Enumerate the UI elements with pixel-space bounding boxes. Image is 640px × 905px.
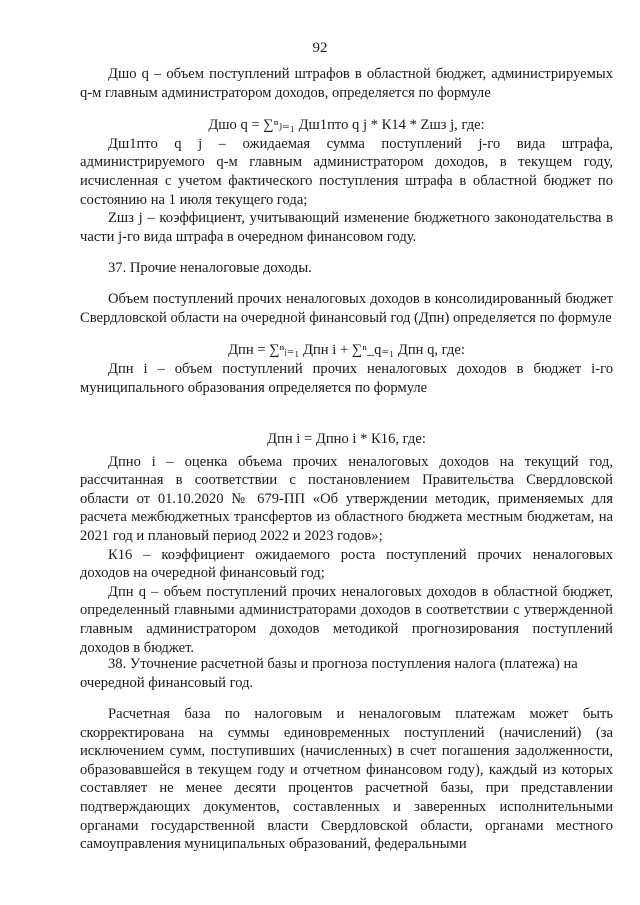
text-block-1 <box>80 65 613 246</box>
text-block-7 <box>80 705 613 854</box>
page-number: 92 <box>312 40 328 56</box>
paragraph-dsho-definition: Дшо q – объем поступлений штрафов в областной бюджет, администрируемых q-м главным администратором доходов, определяется по формуле <box>80 66 613 101</box>
text-block-2 <box>80 259 613 278</box>
text-block-4 <box>80 360 613 397</box>
formula-dpn: Дпн = ∑ⁿᵢ₌₁ Дпн i + ∑ⁿ_q₌₁ Дпн q, где: <box>228 342 465 359</box>
paragraph-zshz: Zшз j – коэффициент, учитывающий изменение бюджетного законодательства в части j-го вида штрафа в очередном финансовом году. <box>80 210 613 245</box>
paragraph-dpn-intro: Объем поступлений прочих неналоговых доходов в консолидированный бюджет Свердловской области на очередной финансовый год (Дпн) определяется по формуле <box>80 291 613 326</box>
paragraph-base-correction: Расчетная база по налоговым и неналоговым платежам может быть скорректирована на суммы единовременных поступлений (начислений) (за исключением сумм, поступивших (начисленных) в счет погашения задолженности, образовавшейся в текущем году и отчетном финансовом году), каждый из которых составляет не менее десяти процентов расчетной базы, при представлении подтверждающих документов, составленных и заверенных исполнительными органами государственной власти Свердловской области, органами местного самоуправления муниципальных образований, федеральными <box>80 706 613 853</box>
section-heading-38: 38. Уточнение расчетной базы и прогноза поступления налога (платежа) на очередной финансовый год. <box>80 656 578 691</box>
text-block-3 <box>80 290 613 360</box>
formula-dpn-i: Дпн i = Дпно i * К16, где: <box>267 431 426 447</box>
formula-dsho: Дшо q = ∑ⁿⱼ₌₁ Дш1пто q j * К14 * Zшз j, где: <box>208 117 485 134</box>
paragraph-dpno: Дпно i – оценка объема прочих неналоговых доходов на текущий год, рассчитанная в соответствии с постановлением Правительства Свердловской области от 01.10.2020 № 679-ПП «Об утверждении методик, применяемых для расчета межбюджетных трансфертов из областного бюджета местным бюджетам, на 2021 год и плановый период 2022 и 2023 годов»; <box>80 453 613 544</box>
paragraph-dpn-q: Дпн q – объем поступлений прочих неналоговых доходов в областной бюджет, определенный главными администраторами доходов в соответствии с утвержденной главным администратором доходов методикой прогнозирования поступлений доходов в бюджет. <box>80 583 613 656</box>
paragraph-dpn-i: Дпн i – объем поступлений прочих неналоговых доходов в бюджет i-го муниципального образования определяется по формуле <box>80 361 613 396</box>
section-heading-37: 37. Прочие неналоговые доходы. <box>108 260 312 276</box>
text-block-6 <box>80 655 613 692</box>
paragraph-dsh1pto: Дш1пто q j – ожидаемая сумма поступлений j-го вида штрафа, администрируемого q-м главным администратором доходов, в текущем году, исчисленная с учетом фактического поступления штрафа в областной бюджет по состоянию на 1 июля текущего года; <box>80 135 613 208</box>
paragraph-k16: К16 – коэффициент ожидаемого роста поступлений прочих неналоговых доходов на очередной финансовый год; <box>80 546 613 582</box>
text-block-5 <box>80 430 613 657</box>
